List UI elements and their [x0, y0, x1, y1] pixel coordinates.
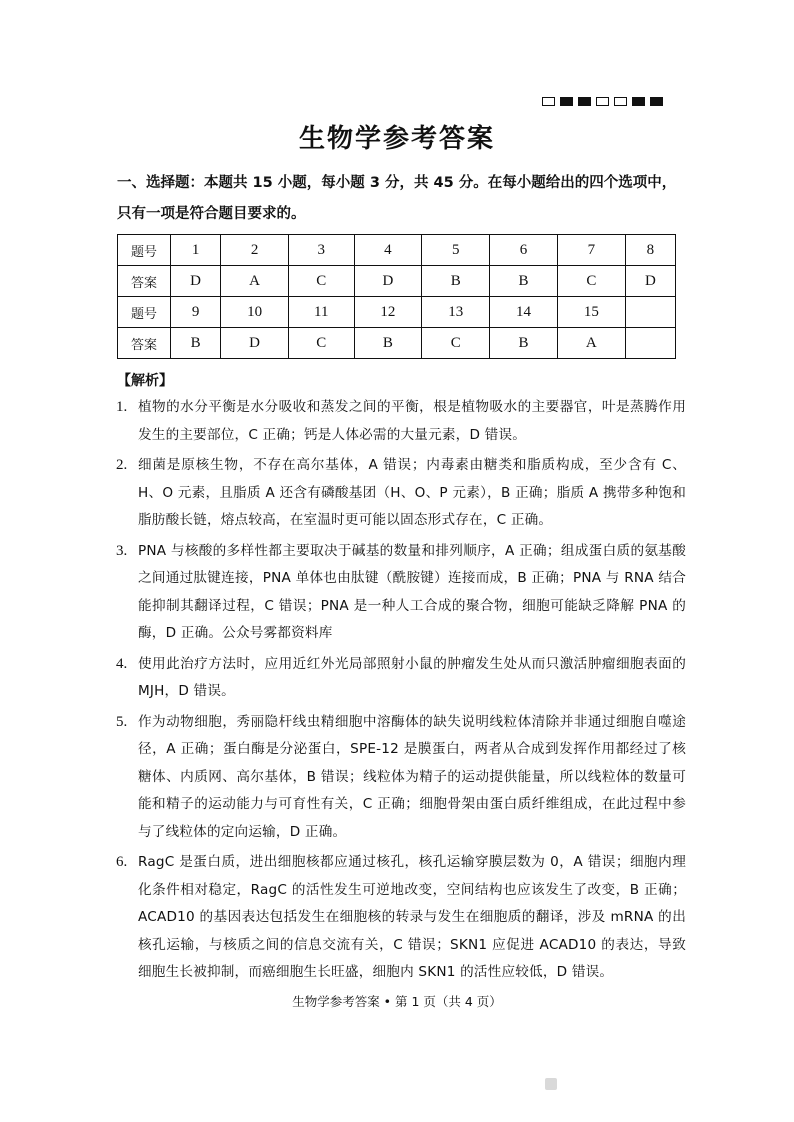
- table-cell: D: [171, 266, 221, 297]
- table-row-header: 答案: [118, 328, 171, 359]
- mark-square-icon: [578, 97, 591, 106]
- table-cell: D: [354, 266, 422, 297]
- table-row: [118, 235, 676, 266]
- table-cell: 6: [490, 235, 558, 266]
- table-cell: B: [171, 328, 221, 359]
- mark-square-icon: [596, 97, 609, 106]
- list-item-number: 6.: [116, 854, 128, 870]
- section-heading: 一、选择题：本题共 15 小题，每小题 3 分，共 45 分。在每小题给出的四个选项中，只有一项是符合题目要求的。: [117, 175, 677, 222]
- list-item-text: PNA 与核酸的多样性都主要取决于碱基的数量和排列顺序，A 正确；组成蛋白质的氨基酸之间通过肽键连接，PNA 单体也由肽键（酰胺键）连接而成，B 正确；PNA 与 RNA 结合能抑制其翻译过程，C 错误；PNA 是一种人工合成的聚合物，细胞可能缺乏降解 PNA 的酶，D 正确。公众号雾都资料库: [138, 542, 686, 641]
- analysis-label: 【解析】: [117, 373, 173, 389]
- table-cell: 15: [557, 297, 625, 328]
- list-item-text: RagC 是蛋白质，进出细胞核都应通过核孔，核孔运输穿膜层数为 0，A 错误；细胞内理化条件相对稳定，RagC 的活性发生可逆地改变，空间结构也应该发生了改变，B 正确；ACAD10 的基因表达包括发生在细胞核的转录与发生在细胞质的翻译，涉及 mRNA 的出核孔运输，与核质之间的信息交流有关，C 错误；SKN1 应促进 ACAD10 的表达，导致细胞生长被抑制，而癌细胞生长旺盛，细胞内 SKN1 的活性应较低，D 错误。: [138, 854, 686, 980]
- page-marks: [542, 97, 663, 106]
- table-cell: C: [289, 328, 355, 359]
- table-cell: C: [422, 328, 490, 359]
- list-item-number: 3.: [116, 542, 128, 559]
- table-cell: B: [490, 328, 558, 359]
- table-cell: 1: [171, 235, 221, 266]
- answer-table: [117, 234, 676, 359]
- mark-square-icon: [632, 97, 645, 106]
- table-row: [118, 297, 676, 328]
- list-item-text: 作为动物细胞，秀丽隐杆线虫精细胞中溶酶体的缺失说明线粒体清除并非通过细胞自噬途径，A 正确；蛋白酶是分泌蛋白，SPE-12 是膜蛋白，两者从合成到发挥作用都经过了核糖体、内质网、高尔基体，B 错误；线粒体为精子的运动提供能量，所以线粒体的数量可能和精子的运动能力与可育性有关，C 正确；细胞骨架由蛋白质纤维组成，在此过程中参与了线粒体的定向运输，D 正确。: [138, 713, 686, 840]
- table-cell: 2: [221, 235, 289, 266]
- list-item-number: 1.: [116, 399, 128, 415]
- list-item: [116, 538, 686, 648]
- list-item-text: 使用此治疗方法时，应用近红外光局部照射小鼠的肿瘤发生处从而只激活肿瘤细胞表面的 MJH，D 错误。: [138, 655, 686, 699]
- list-item-number: 2.: [116, 457, 128, 473]
- page-footer: 生物学参考答案 • 第 1 页（共 4 页）: [292, 994, 502, 1009]
- table-cell: 10: [221, 297, 289, 328]
- analysis-list: [116, 394, 686, 990]
- table-cell: B: [490, 266, 558, 297]
- list-item-text: 植物的水分平衡是水分吸收和蒸发之间的平衡，根是植物吸水的主要器官，叶是蒸腾作用发生的主要部位，C 正确；钙是人体必需的大量元素，D 错误。: [138, 399, 686, 443]
- table-cell: 12: [354, 297, 422, 328]
- table-row-header: 题号: [118, 297, 171, 328]
- table-cell: D: [221, 328, 289, 359]
- table-cell: C: [557, 266, 625, 297]
- table-cell: A: [221, 266, 289, 297]
- table-cell: D: [625, 266, 675, 297]
- table-cell: 14: [490, 297, 558, 328]
- table-cell: 11: [289, 297, 355, 328]
- table-cell: 8: [625, 235, 675, 266]
- scan-artifact-icon: [545, 1078, 557, 1090]
- table-cell: 9: [171, 297, 221, 328]
- list-item: [116, 651, 686, 706]
- mark-square-icon: [542, 97, 555, 106]
- mark-square-icon: [560, 97, 573, 106]
- list-item: [116, 452, 686, 535]
- table-cell: [625, 297, 675, 328]
- list-item: [116, 394, 686, 449]
- table-cell: B: [354, 328, 422, 359]
- table-cell: 3: [289, 235, 355, 266]
- table-cell: [625, 328, 675, 359]
- list-item-number: 5.: [116, 713, 128, 730]
- table-cell: C: [289, 266, 355, 297]
- list-item-text: 细菌是原核生物，不存在高尔基体，A 错误；内毒素由糖类和脂质构成，至少含有 C、H、O 元素，且脂质 A 还含有磷酸基团（H、O、P 元素），B 正确；脂质 A 携带多种饱和脂肪酸长链，熔点较高，在室温时更可能以固态形式存在，C 正确。: [138, 457, 686, 528]
- page-title: 生物学参考答案: [298, 124, 495, 154]
- table-row-header: 答案: [118, 266, 171, 297]
- table-cell: 4: [354, 235, 422, 266]
- table-row-header: 题号: [118, 235, 171, 266]
- table-cell: B: [422, 266, 490, 297]
- table-row: [118, 328, 676, 359]
- table-cell: 13: [422, 297, 490, 328]
- list-item-number: 4.: [116, 655, 128, 672]
- table-cell: 7: [557, 235, 625, 266]
- mark-square-icon: [650, 97, 663, 106]
- list-item: [116, 709, 686, 847]
- table-cell: A: [557, 328, 625, 359]
- table-cell: 5: [422, 235, 490, 266]
- list-item: [116, 849, 686, 987]
- mark-square-icon: [614, 97, 627, 106]
- table-row: [118, 266, 676, 297]
